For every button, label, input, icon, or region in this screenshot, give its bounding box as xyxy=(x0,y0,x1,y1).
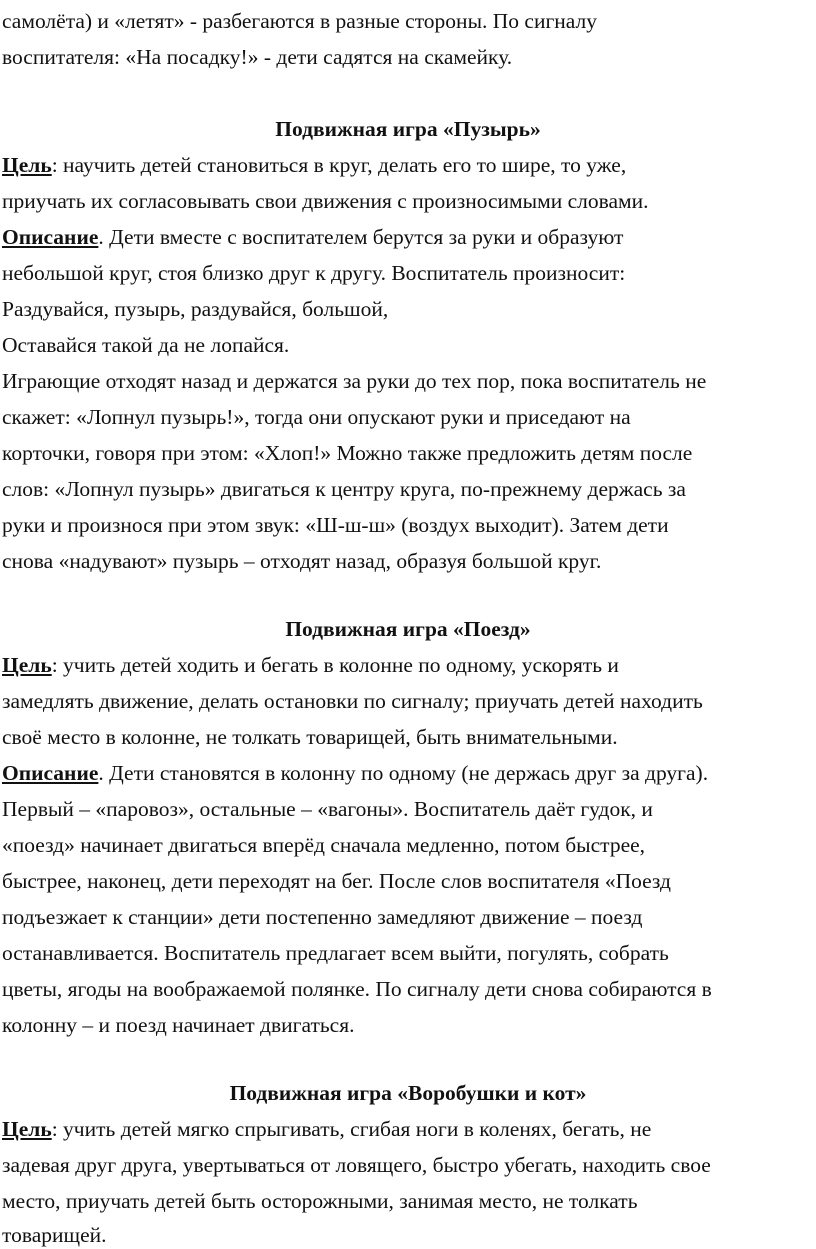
text-line: своё место в колонне, не толкать товарищей, быть внимательными. xyxy=(2,725,618,749)
text-run: . Дети вместе с воспитателем берутся за руки и образуют xyxy=(98,225,624,249)
text-line: быстрее, наконец, дети переходят на бег. После слов воспитателя «Поезд xyxy=(2,869,671,893)
text-line: корточки, говоря при этом: «Хлоп!» Можно также предложить детям после xyxy=(2,441,693,465)
goal-label: Цель xyxy=(2,653,52,677)
goal-paragraph xyxy=(2,1115,651,1143)
text-line: самолёта) и «летят» - разбегаются в разные стороны. По сигналу xyxy=(2,9,597,33)
description-label: Описание xyxy=(2,761,99,785)
text-line: Раздувайся, пузырь, раздувайся, большой, xyxy=(2,297,389,321)
section-heading: Подвижная игра «Пузырь» xyxy=(275,117,541,141)
text-line: место, приучать детей быть осторожными, занимая место, не толкать xyxy=(2,1189,638,1213)
text-line: Первый – «паровоз», остальные – «вагоны». Воспитатель даёт гудок, и xyxy=(2,797,653,821)
goal-label: Цель xyxy=(2,153,52,177)
text-run: : учить детей мягко спрыгивать, сгибая ноги в коленях, бегать, не xyxy=(51,1117,652,1141)
description-paragraph xyxy=(2,223,623,251)
text-run: : научить детей становиться в круг, делать его то шире, то уже, xyxy=(51,153,627,177)
text-run: : учить детей ходить и бегать в колонне по одному, ускорять и xyxy=(51,653,619,677)
text-line: приучать их согласовывать свои движения с произносимыми словами. xyxy=(2,189,649,213)
goal-paragraph xyxy=(2,151,626,179)
text-line: слов: «Лопнул пузырь» двигаться к центру круга, по-прежнему держась за xyxy=(2,477,686,501)
text-line: цветы, ягоды на воображаемой полянке. По сигналу дети снова собираются в xyxy=(2,977,712,1001)
text-line: снова «надувают» пузырь – отходят назад, образуя большой круг. xyxy=(2,549,602,573)
text-line: замедлять движение, делать остановки по сигналу; приучать детей находить xyxy=(2,689,703,713)
text-line: «поезд» начинает двигаться вперёд сначала медленно, потом быстрее, xyxy=(2,833,646,857)
text-line: Играющие отходят назад и держатся за руки до тех пор, пока воспитатель не xyxy=(2,369,707,393)
goal-label: Цель xyxy=(2,1117,52,1141)
text-line: подъезжает к станции» дети постепенно замедляют движение – поезд xyxy=(2,905,643,929)
section-heading: Подвижная игра «Поезд» xyxy=(285,617,531,641)
text-line: скажет: «Лопнул пузырь!», тогда они опускают руки и приседают на xyxy=(2,405,631,429)
description-paragraph xyxy=(2,759,708,787)
goal-paragraph xyxy=(2,651,619,679)
text-line: Оставайся такой да не лопайся. xyxy=(2,333,290,357)
section-heading: Подвижная игра «Воробушки и кот» xyxy=(229,1081,587,1105)
text-line: руки и произнося при этом звук: «Ш-ш-ш» (воздух выходит). Затем дети xyxy=(2,513,669,537)
text-line: товарищей. xyxy=(2,1223,107,1247)
text-line: задевая друг друга, увертываться от ловящего, быстро убегать, находить свое xyxy=(2,1153,711,1177)
text-line: воспитателя: «На посадку!» - дети садятся на скамейку. xyxy=(2,45,513,69)
text-line: колонну – и поезд начинает двигаться. xyxy=(2,1013,355,1037)
description-label: Описание xyxy=(2,225,99,249)
text-line: останавливается. Воспитатель предлагает всем выйти, погулять, собрать xyxy=(2,941,669,965)
text-line: небольшой круг, стоя близко друг к другу. Воспитатель произносит: xyxy=(2,261,626,285)
text-run: . Дети становятся в колонну по одному (не держась друг за друга). xyxy=(98,761,709,785)
